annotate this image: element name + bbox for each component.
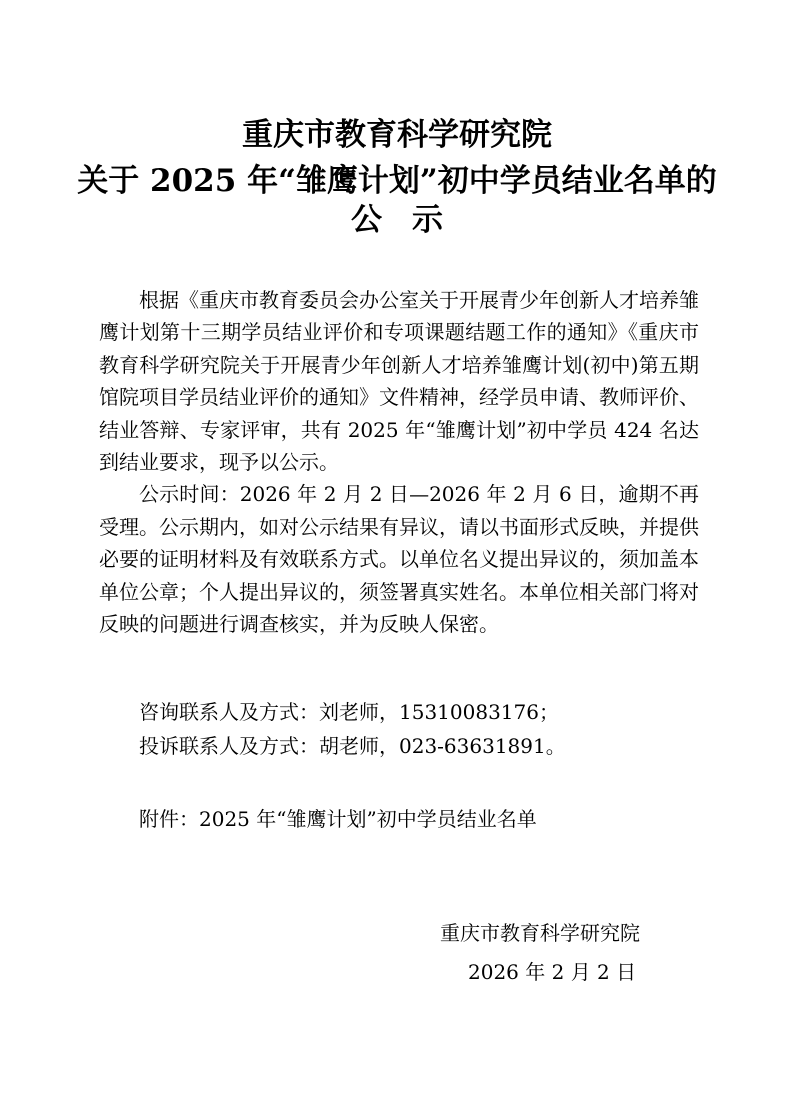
paragraph-publicity-period: 公示时间：2026 年 2 月 2 日—2026 年 2 月 6 日，逾期不再受理。公示期内，如对公示结果有异议，请以书面形式反映，并提供必要的证明材料及有效联系方式。以单位名义提出异议的，须加盖本单位公章；个人提出异议的，须签署真实姓名。本单位相关部门将对反映的问题进行调查核实，并为反映人保密。 xyxy=(99,482,699,637)
complaint-contact: 投诉联系人及方式：胡老师，023-63631891。 xyxy=(139,734,566,758)
consult-contact: 咨询联系人及方式：刘老师，15310083176； xyxy=(139,700,559,724)
body-paragraphs xyxy=(99,284,699,640)
title-line-2: 关于 2025 年“雏鹰计划”初中学员结业名单的 xyxy=(77,163,717,199)
title-line-1: 重庆市教育科学研究院 xyxy=(242,117,552,153)
signature-date: 2026 年 2 月 2 日 xyxy=(468,960,637,984)
attachment-line: 附件：2025 年“雏鹰计划”初中学员结业名单 xyxy=(139,807,537,831)
signature-org: 重庆市教育科学研究院 xyxy=(440,921,640,945)
paragraph-basis: 根据《重庆市教育委员会办公室关于开展青少年创新人才培养雏鹰计划第十三期学员结业评价和专项课题结题工作的通知》《重庆市教育科学研究院关于开展青少年创新人才培养雏鹰计划(初中)第五期馆院项目学员结业评价的通知》文件精神，经学员申请、教师评价、结业答辩、专家评审，共有 2025 年“雏鹰计划”初中学员 424 名达到结业要求，现予以公示。 xyxy=(99,288,699,475)
title-line-3: 公示 xyxy=(351,202,473,238)
